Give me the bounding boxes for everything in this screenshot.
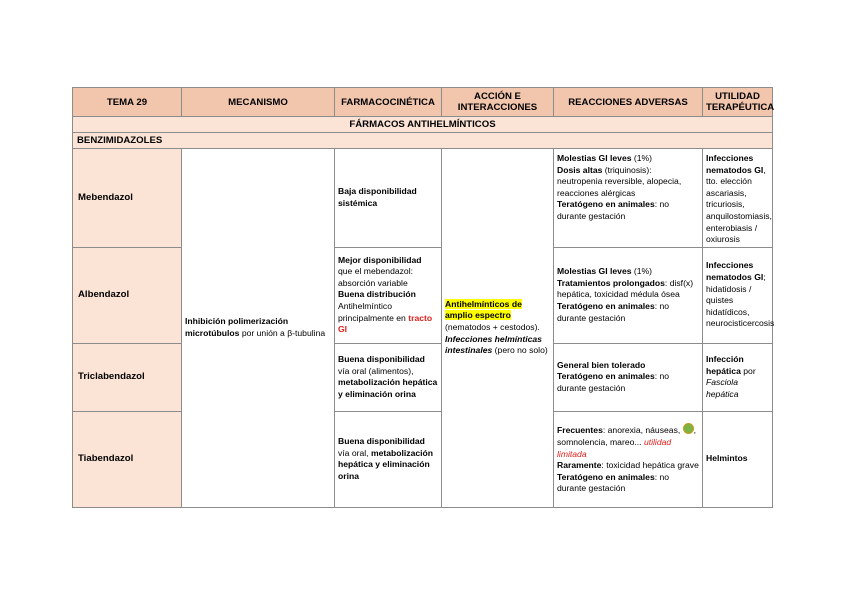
adv-l1: Frecuentes: [557, 425, 603, 436]
adv-l2: Tratamientos prolongados: [557, 277, 665, 288]
util-l1: Infecciones nematodos GI: [706, 260, 764, 283]
pk-l3red: tracto GI: [338, 312, 433, 335]
header-tema: TEMA 29: [73, 88, 182, 117]
adv-l1: Molestias GI leves: [557, 153, 632, 163]
adv-l1red: utilidad limitada: [557, 437, 672, 459]
accion-cell: [442, 149, 554, 508]
pk-l2: Buena distribución: [338, 289, 416, 300]
table-row-tiabendazol: [73, 411, 773, 507]
pk-l1: Mejor disponibilidad: [338, 254, 422, 265]
adv-l2b: : disf(x) hepática, toxicidad médula ósea: [557, 277, 694, 300]
antihelminticos-table: [72, 87, 773, 508]
util-cell: [703, 343, 773, 411]
header-mecanismo: MECANISMO: [182, 88, 335, 117]
drug-name: Albendazol: [73, 247, 182, 343]
adv-l2: Dosis altas: [557, 164, 603, 175]
pk-l1b: vía oral (alimentos),: [338, 365, 414, 376]
table-row-albendazol: [73, 247, 773, 343]
mecanismo-cell: [182, 149, 335, 508]
adv-l2b: : toxicidad hepática grave: [601, 460, 699, 471]
adv-cell: [554, 411, 703, 507]
accion-italic: Infecciones helmínticas intestinales: [445, 333, 542, 356]
pk-cell: [335, 411, 442, 507]
pk-l1b: vía oral,: [338, 447, 371, 458]
adv-l1b: (1%): [631, 153, 653, 163]
pk-cell: [335, 343, 442, 411]
adv-cell: [554, 343, 703, 411]
adv-l1c: , somnolencia, mareo...: [557, 425, 697, 448]
accion-highlight: Antihelmínticos de amplio espectro: [445, 298, 522, 321]
section-row: BENZIMIDAZOLES: [73, 133, 773, 149]
adv-l3b: : no durante gestación: [557, 371, 670, 394]
pk-cell: [335, 149, 442, 248]
header-utilidad-line1: UTILIDAD: [715, 91, 760, 102]
adv-l2b: (triquinosis): neutropenia reversible, alopecia, reacciones alérgicas: [557, 164, 682, 198]
pk-l1b: que el mebendazol: absorción variable: [338, 266, 414, 288]
util-cell: [703, 411, 773, 507]
util-l1: Infección hepática: [706, 354, 744, 376]
drug-name: Triclabendazol: [73, 343, 182, 411]
header-accion-line1: ACCIÓN E: [474, 91, 521, 102]
adv-l1: General bien tolerado: [557, 359, 646, 370]
adv-l1b: (1%): [631, 266, 653, 277]
accion-plain: (nematodos + cestodos).: [445, 322, 540, 333]
util-l1b: por: [740, 365, 756, 376]
adv-l2: Raramente: [557, 460, 602, 471]
drug-name: Tiabendazol: [73, 411, 182, 507]
pk-l2: metabolización hepática y eliminación orina: [338, 377, 438, 399]
header-reacciones: REACCIONES ADVERSAS: [554, 88, 703, 117]
pk-l1: Buena disponibilidad: [338, 436, 425, 447]
pk-l1: Baja disponibilidad sistémica: [338, 186, 417, 208]
util-l1: Infecciones nematodos GI: [706, 153, 764, 175]
util-l1b: , tto. elección ascariasis, tricuriosis, anquilostomiasis, enterobiasis / oxiurosis: [706, 164, 772, 245]
pk-l2: metabolización hepática y eliminación orina: [338, 447, 434, 481]
adv-l3: Teratógeno en animales: [557, 301, 655, 312]
util-l1i: Fasciola hepática: [706, 377, 739, 399]
adv-l3b: : no durante gestación: [557, 199, 670, 221]
adv-l3b: : no durante gestación: [557, 301, 670, 323]
util-cell: [703, 247, 773, 343]
accion-tail: (pero no solo): [492, 345, 548, 356]
table-row-triclabendazol: [73, 343, 773, 411]
util-l1b: ; hidatidosis / quistes hidatídicos, neurocisticercosis: [706, 272, 775, 329]
pk-l3: Antihelmíntico principalmente en: [338, 301, 409, 323]
mecanismo-rest: por unión a β-tubulina: [239, 327, 326, 338]
header-accion: [442, 88, 554, 117]
header-utilidad-line2: TERAPÉUTICA: [706, 102, 775, 113]
header-accion-line2: INTERACCIONES: [457, 102, 538, 113]
adv-l1: Molestias GI leves: [557, 266, 632, 277]
mecanismo-bold: Inhibición polimerización microtúbulos: [185, 316, 289, 338]
adv-l3: Teratógeno en animales: [557, 471, 655, 482]
util-l1: Helmintos: [706, 453, 748, 464]
subtitle-row: FÁRMACOS ANTIHELMÍNTICOS: [73, 117, 773, 133]
sick-face-icon: [683, 423, 694, 434]
header-utilidad: [703, 88, 773, 117]
adv-cell: [554, 247, 703, 343]
drug-name: Mebendazol: [73, 149, 182, 248]
pk-l1: Buena disponibilidad: [338, 354, 425, 365]
header-row: [73, 88, 773, 117]
adv-l3: Teratógeno en animales: [557, 371, 655, 382]
adv-cell: [554, 149, 703, 248]
adv-l3: Teratógeno en animales: [557, 199, 655, 210]
adv-l1b: : anorexia, náuseas,: [602, 425, 683, 436]
header-farmacocinetica: FARMACOCINÉTICA: [335, 88, 442, 117]
pk-cell: [335, 247, 442, 343]
adv-l3b: : no durante gestación: [557, 471, 670, 494]
util-cell: [703, 149, 773, 248]
table-row-mebendazol: [73, 149, 773, 248]
